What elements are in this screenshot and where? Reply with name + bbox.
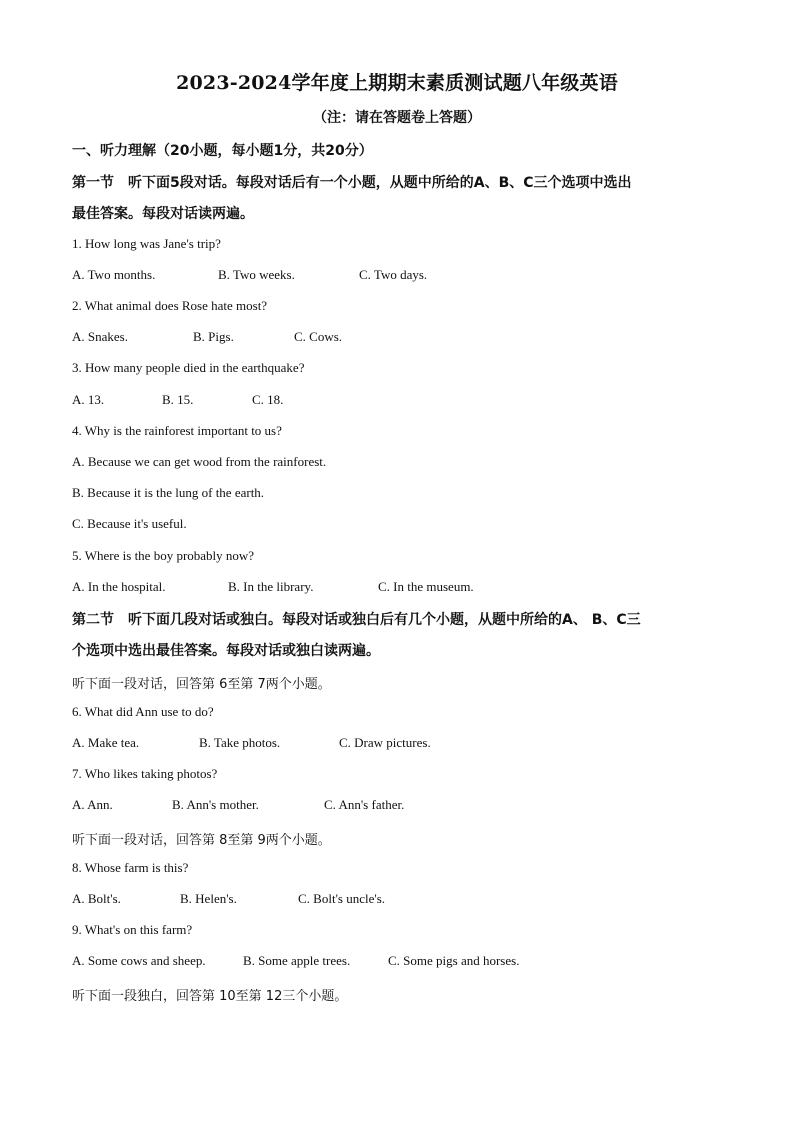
- option-a: A. Two months.: [72, 267, 156, 282]
- option-c: C. 18.: [252, 392, 284, 407]
- option-c: C. Ann's father.: [324, 797, 405, 812]
- option-a: A. 13.: [72, 392, 105, 407]
- option-a: A. Some cows and sheep.: [72, 953, 206, 968]
- option-a: A. Bolt's.: [72, 891, 121, 906]
- option-c: C. In the museum.: [378, 579, 474, 594]
- option-a: A. Snakes.: [72, 329, 128, 344]
- option-b: B. Take photos.: [199, 735, 281, 750]
- question-5: 5. Where is the boy probably now?: [72, 548, 255, 563]
- section2-instruction-line2: 个选项中选出最佳答案。每段对话或独白读两遍。: [72, 643, 380, 659]
- option-b: B. In the library.: [228, 579, 314, 594]
- section1-label: 第一节: [72, 175, 114, 191]
- question-3: 3. How many people died in the earthquake?: [72, 360, 305, 375]
- question-8: 8. Whose farm is this?: [72, 860, 189, 875]
- section1-instruction-text: 听下面5段对话。每段对话后有一个小题，从题中所给的A、B、C三个选项中选出: [128, 175, 632, 191]
- intro-questions-8-9: 听下面一段对话，回答第 8至第 9两个小题。: [72, 833, 331, 848]
- question-4-option-a: A. Because we can get wood from the rainforest.: [72, 454, 327, 469]
- section1-instruction-line2: 最佳答案。每段对话读两遍。: [72, 206, 254, 222]
- option-b: B. 15.: [162, 392, 194, 407]
- option-a: A. In the hospital.: [72, 579, 166, 594]
- section2-label: 第二节: [72, 612, 114, 628]
- intro-questions-10-12: 听下面一段独白，回答第 10至第 12三个小题。: [72, 989, 348, 1004]
- option-b: B. Pigs.: [193, 329, 234, 344]
- option-c: C. Bolt's uncle's.: [298, 891, 386, 906]
- section2-instruction-text: 听下面几段对话或独白。每段对话或独白后有几个小题，从题中所给的A、 B、C三: [128, 612, 641, 628]
- section1-instruction-line1: [72, 172, 632, 192]
- section2-instruction-line1: [72, 609, 641, 629]
- option-b: B. Ann's mother.: [172, 797, 259, 812]
- question-1: 1. How long was Jane's trip?: [72, 236, 221, 251]
- option-c: C. Cows.: [294, 329, 343, 344]
- question-7: 7. Who likes taking photos?: [72, 766, 218, 781]
- option-c: C. Some pigs and horses.: [388, 953, 520, 968]
- page-title: 2023-2024学年度上期期末素质测试题八年级英语: [176, 72, 618, 94]
- option-a: A. Make tea.: [72, 735, 140, 750]
- option-c: C. Two days.: [359, 267, 428, 282]
- question-9: 9. What's on this farm?: [72, 922, 193, 937]
- option-a: A. Ann.: [72, 797, 113, 812]
- option-b: B. Helen's.: [180, 891, 237, 906]
- question-4-option-b: B. Because it is the lung of the earth.: [72, 485, 265, 500]
- question-4: 4. Why is the rainforest important to us?: [72, 423, 282, 438]
- answer-note: （注：请在答题卷上答题）: [313, 110, 481, 126]
- question-2: 2. What animal does Rose hate most?: [72, 298, 268, 313]
- part1-heading: 一、听力理解（20小题，每小题1分，共20分）: [72, 143, 373, 159]
- intro-questions-6-7: 听下面一段对话，回答第 6至第 7两个小题。: [72, 677, 331, 692]
- question-6: 6. What did Ann use to do?: [72, 704, 214, 719]
- option-b: B. Two weeks.: [218, 267, 295, 282]
- option-b: B. Some apple trees.: [243, 953, 351, 968]
- question-4-option-c: C. Because it's useful.: [72, 516, 187, 531]
- option-c: C. Draw pictures.: [339, 735, 431, 750]
